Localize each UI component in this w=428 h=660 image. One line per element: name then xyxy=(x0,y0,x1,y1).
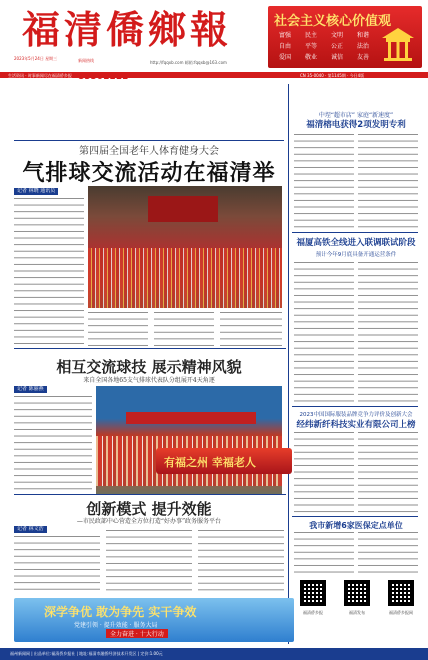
right-article3-kicker: 2023中国国际服装品牌竞争力评价及创新大会 xyxy=(299,412,413,418)
value-item: 自由 xyxy=(278,43,291,50)
article1-body-text xyxy=(14,198,84,346)
core-values-grid xyxy=(274,30,374,61)
section-divider xyxy=(14,348,286,349)
qr-code-row xyxy=(300,580,418,620)
footer-text: 福州新闻网 | 出品单位:福清侨乡报社 | 地址:福清市融侨经济技术开发区 | 定价:1.00元 xyxy=(10,651,163,656)
article3-headline: 创新模式 提升效能 xyxy=(86,500,212,518)
team-banner xyxy=(126,412,256,424)
right-article2-headline: 福厦高铁全线进入联调联试阶段 xyxy=(296,238,416,248)
participants-crowd xyxy=(88,248,282,308)
article3-body-text-3 xyxy=(198,530,284,594)
right-article1-kicker: 中埕“超市店” 家庭“新速度” xyxy=(318,112,394,119)
value-item: 文明 xyxy=(330,32,343,39)
top-info-bar xyxy=(0,72,428,78)
article1-body-text-3 xyxy=(154,312,214,346)
campaign-subline: 党建引领 · 提升效能 · 服务大局 xyxy=(74,622,158,629)
value-item: 诚信 xyxy=(330,54,343,61)
article1-byline: 记者 林晓 通讯员 xyxy=(14,188,58,195)
value-item: 平等 xyxy=(304,43,317,50)
article3-body-text xyxy=(14,536,100,594)
qr-code-icon[interactable] xyxy=(300,580,326,606)
right-article2-subtitle: 预计今年9月底具备开通运营条件 xyxy=(315,252,397,258)
topbar-left: 生活资讯 · 时事新闻尽在福清侨乡报 xyxy=(8,73,72,78)
article2-headline: 相互交流球技 展示精神风貌 xyxy=(56,358,242,376)
value-item: 法治 xyxy=(356,43,369,50)
right-article4-headline: 我市新增6家医保定点单位 xyxy=(309,521,403,530)
value-item: 敬业 xyxy=(304,54,317,61)
right-article3-headline: 经纬新纤科技实业有限公司上榜 xyxy=(296,420,416,430)
right-article4-text-2 xyxy=(358,532,418,576)
temple-icon xyxy=(378,24,418,64)
newspaper-title: 福清僑鄉報 xyxy=(22,7,233,52)
right-article3-text xyxy=(294,432,354,516)
article1-body-text-4 xyxy=(220,312,282,346)
right-divider xyxy=(292,406,418,407)
article3-body-text-2 xyxy=(106,530,192,594)
news-hotline xyxy=(78,58,128,83)
article2-byline: 记者 陈丽燕 xyxy=(14,386,47,393)
right-article4-text xyxy=(294,532,354,576)
volleyball-event-photo xyxy=(88,186,282,308)
core-values-box xyxy=(268,6,422,68)
value-item: 公正 xyxy=(330,43,343,50)
topbar-right: CN 35-0040 · 第1145期 · 今日4版 xyxy=(300,73,365,78)
qr-label: 福清侨乡报网 xyxy=(389,610,413,615)
core-values-title: 社会主义核心价值观 xyxy=(274,14,392,29)
right-divider xyxy=(292,232,418,233)
campaign-tagline: 全力奋进 · 十大行动 xyxy=(106,629,168,638)
happy-elders-banner xyxy=(156,448,292,474)
value-item: 民主 xyxy=(304,32,317,39)
right-divider xyxy=(292,516,418,517)
article2-subtitle: 来自全国各地65支气排球代表队分组展开4天角逐 xyxy=(83,377,215,384)
article3-subtitle: —市民政部中心营造全方位打造“好办事”政务服务平台 xyxy=(76,518,222,525)
hotline-label: 新闻热线 xyxy=(78,58,94,63)
qr-label: 福清侨乡报 xyxy=(303,610,323,615)
right-article3-text-2 xyxy=(358,432,418,516)
value-item: 友善 xyxy=(356,54,369,61)
value-item: 爱国 xyxy=(278,54,291,61)
article2-body-text xyxy=(14,396,92,492)
right-article2-text-2 xyxy=(358,262,418,406)
value-item: 富强 xyxy=(278,32,291,39)
section-divider xyxy=(14,494,286,495)
article3-byline: 记者 林文浩 xyxy=(14,526,47,533)
right-article1-text-2 xyxy=(358,134,418,230)
qr-code-icon[interactable] xyxy=(388,580,414,606)
stage-backdrop xyxy=(148,196,218,222)
qr-code-icon[interactable] xyxy=(344,580,370,606)
article1-body-text-2 xyxy=(88,312,148,346)
article1-subtitle: 第四届全国老年人体育健身大会 xyxy=(79,146,219,157)
campaign-slogan: 深学争优 敢为争先 实干争效 xyxy=(44,605,197,619)
team-group-photo xyxy=(96,386,282,494)
right-article2-text xyxy=(294,262,354,406)
campaign-banner xyxy=(14,598,294,642)
qr-label: 福清发布 xyxy=(349,610,365,615)
footer-bar xyxy=(0,648,428,660)
happy-elders-text: 有福之州 幸福老人 xyxy=(164,456,256,469)
article1-headline: 气排球交流活动在福清举 xyxy=(22,161,276,186)
right-article1-text xyxy=(294,134,354,230)
column-divider xyxy=(288,84,289,644)
right-article1-headline: 福清榕电获得2项发明专利 xyxy=(306,120,406,130)
website-info: http://fqqxb.com 邮箱:fqqxb@163.com xyxy=(150,60,227,65)
issue-info: 2023年5月24日 星期三 xyxy=(14,56,58,61)
value-item: 和谐 xyxy=(356,32,369,39)
